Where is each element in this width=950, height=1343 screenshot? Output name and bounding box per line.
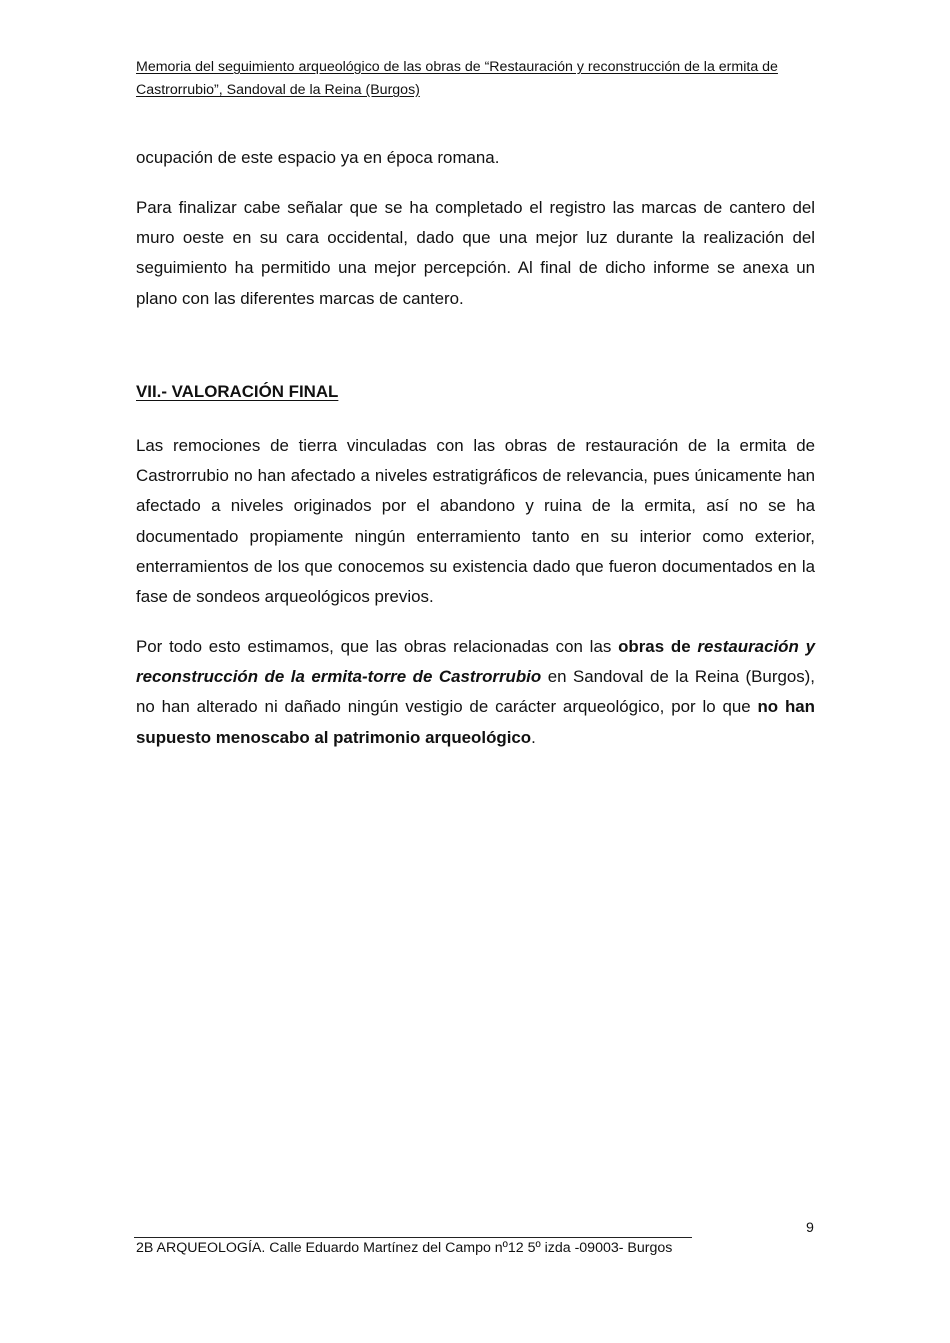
page-number: 9 xyxy=(806,1220,814,1236)
conclusion-bolditalic-title: restauración y reconstrucción de la ermita-torre de Castrorrubio xyxy=(136,637,815,687)
footer-address: 2B ARQUEOLOGÍA. Calle Eduardo Martínez del Campo nº12 5º izda -09003- Burgos xyxy=(136,1240,673,1256)
conclusion-text-1: Por todo esto estimamos, que las obras relacionadas con las xyxy=(136,637,619,656)
conclusion-bold-result: no han supuesto menoscabo al patrimonio arqueológico xyxy=(136,697,815,747)
section-heading: VII.- VALORACIÓN FINAL xyxy=(136,382,339,401)
conclusion-text-2: en Sandoval de la Reina (Burgos), no han alterado ni dañado ningún vestigio de carácter arqueológico, por lo que xyxy=(136,667,815,717)
paragraph-earth-removal: Las remociones de tierra vinculadas con las obras de restauración de la ermita de Castrorrubio no han afectado a niveles estratigráficos de relevancia, pues únicamente han afectado a niveles originados por el abandono y ruina de la ermita, así no se ha documentado propiamente ningún enterramiento tanto en su interior como exterior, enterramientos de los que conocemos su existencia dado que fueron documentados en la fase de sondeos arqueológicos previos. xyxy=(136,436,815,607)
footer-divider xyxy=(134,1237,692,1238)
header-line-2: Castrorrubio”, Sandoval de la Reina (Burgos) xyxy=(136,82,420,98)
header-line-1: Memoria del seguimiento arqueológico de las obras de “Restauración y reconstrucción de la ermita de xyxy=(136,59,778,75)
paragraph-roman-occupation: ocupación de este espacio ya en época romana. xyxy=(136,148,500,167)
page-header xyxy=(136,56,816,102)
paragraph-mason-marks: Para finalizar cabe señalar que se ha completado el registro las marcas de cantero del muro oeste en su cara occidental, dado que una mejor luz durante la realización del seguimiento ha permitido una mejor percepción. Al final de dicho informe se anexa un plano con las diferentes marcas de cantero. xyxy=(136,198,815,308)
conclusion-bold-obras: obras de xyxy=(618,637,698,656)
conclusion-period: . xyxy=(531,727,536,747)
paragraph-conclusion xyxy=(136,632,815,753)
